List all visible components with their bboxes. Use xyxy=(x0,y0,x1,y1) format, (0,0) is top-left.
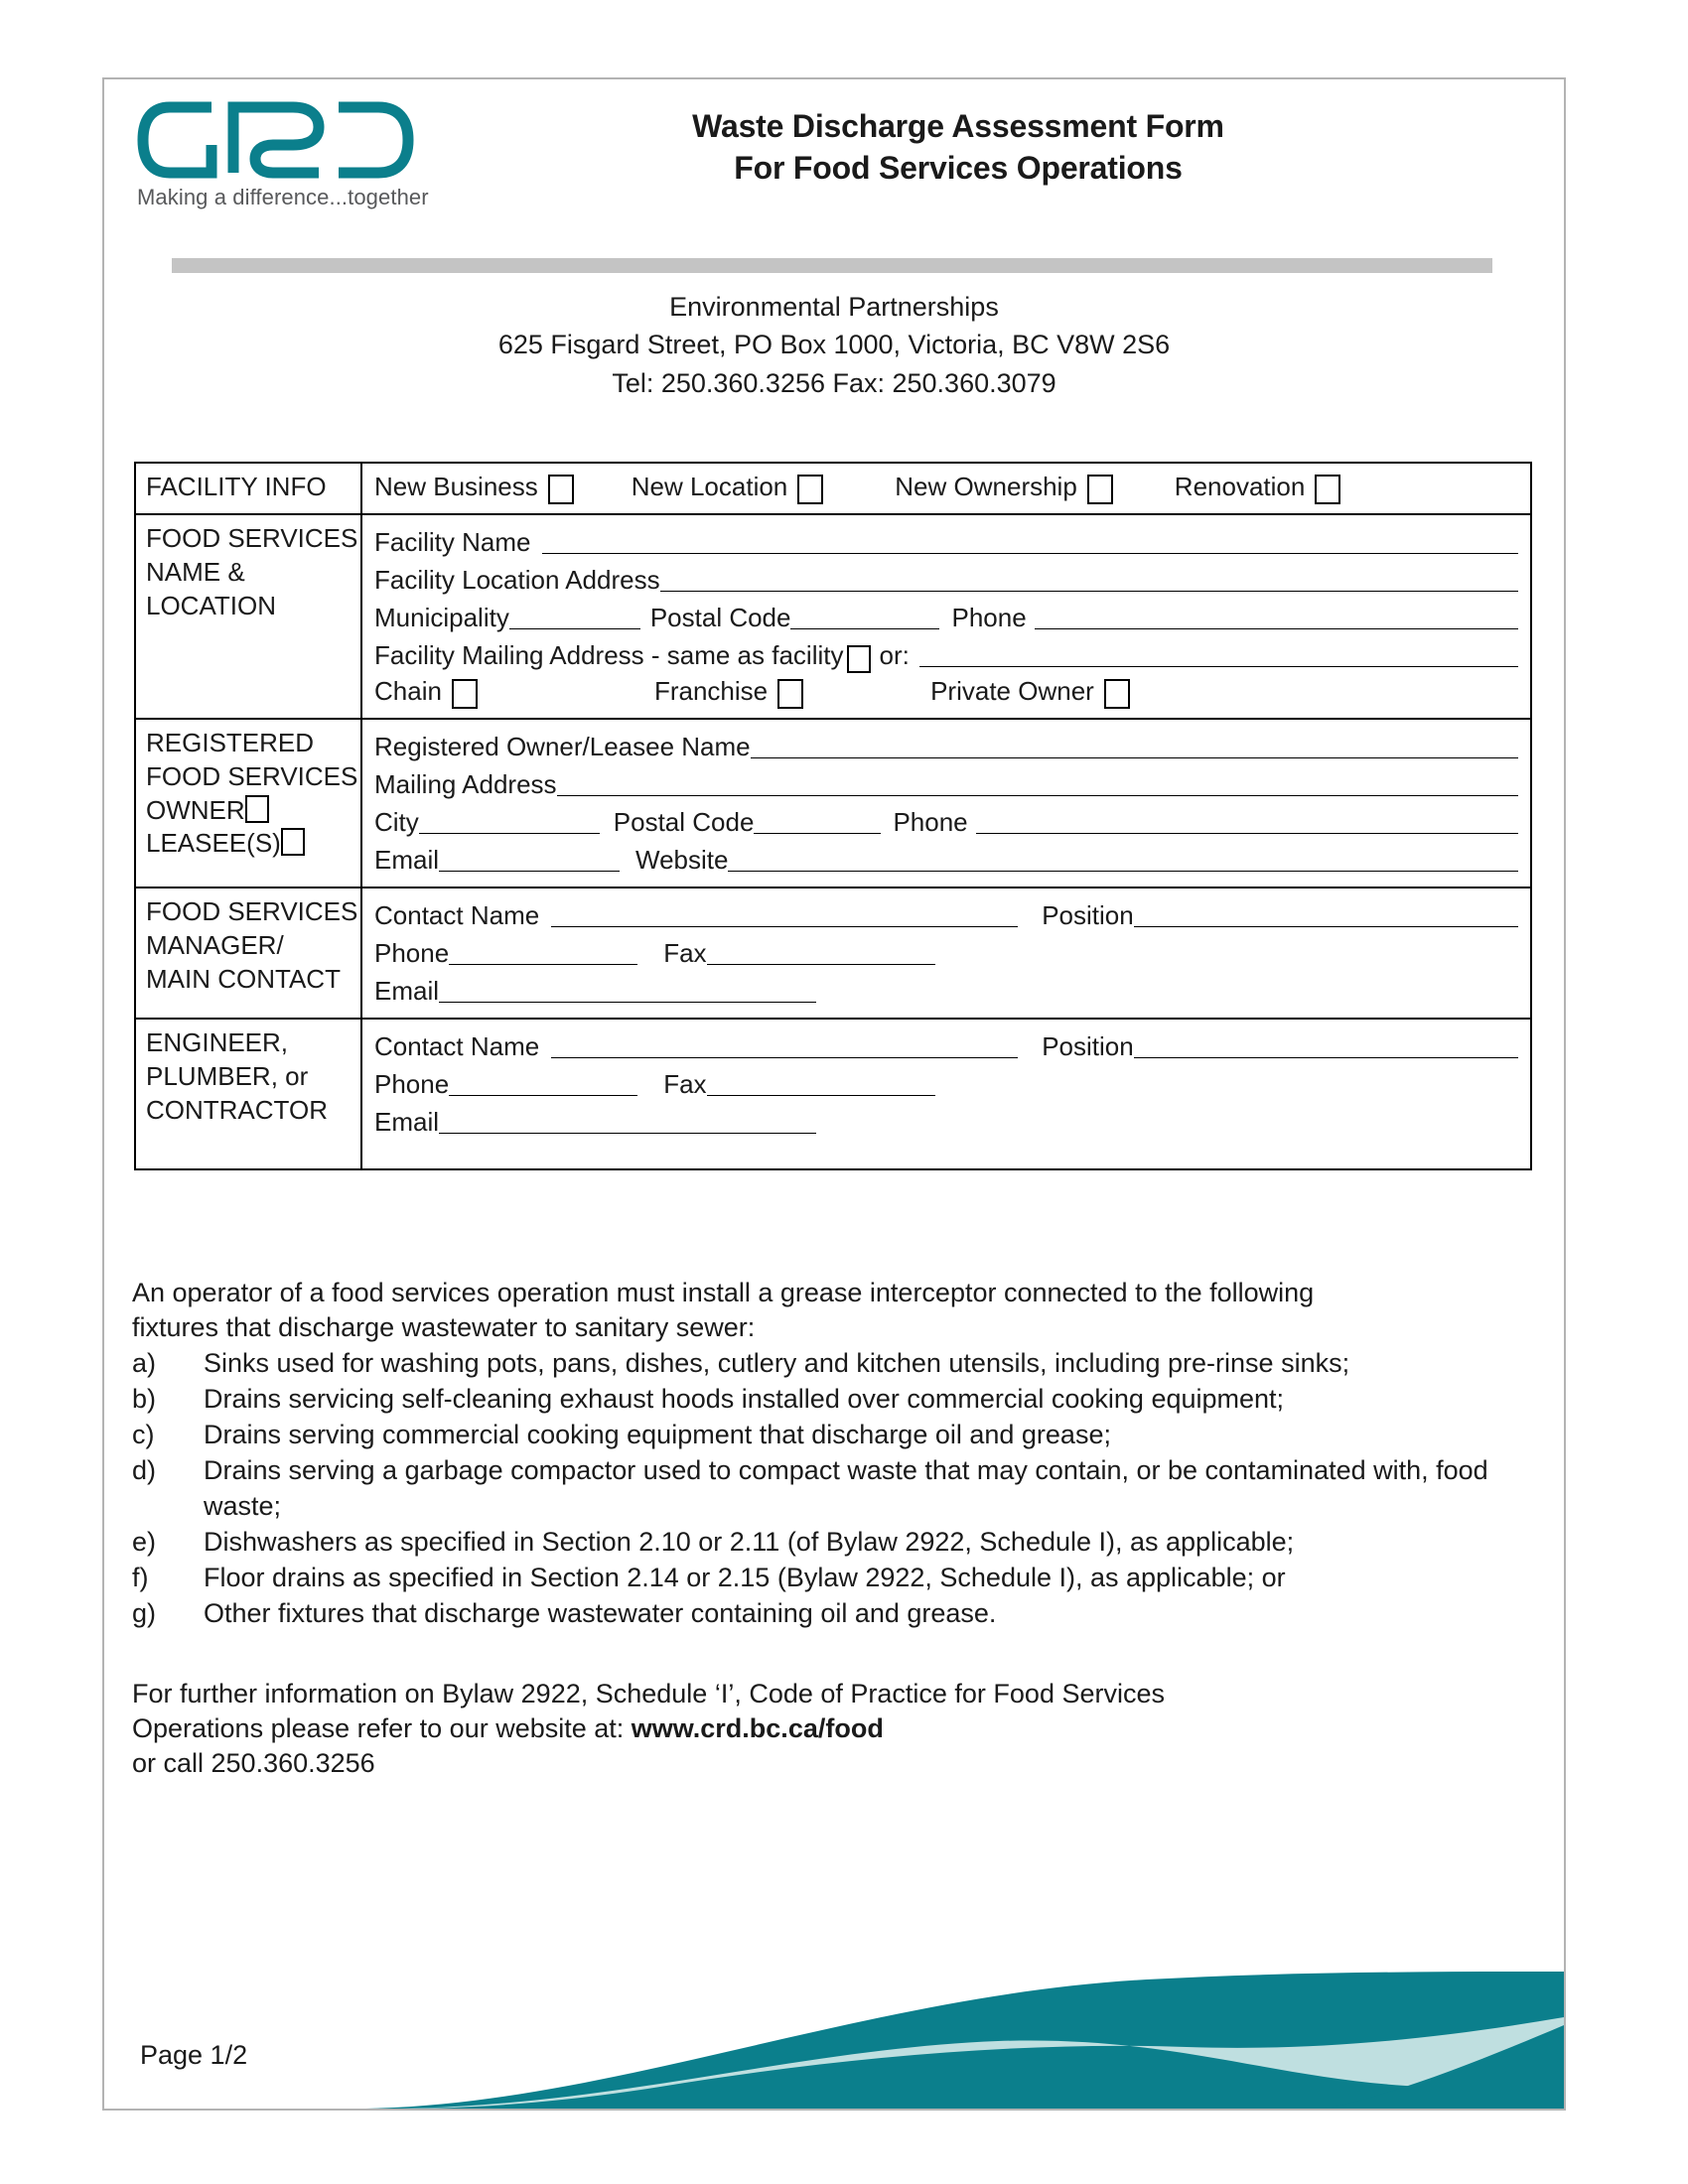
row-registered-owner xyxy=(136,720,1530,888)
manager-phone-input[interactable] xyxy=(449,963,637,965)
footer-wave-graphic xyxy=(104,1910,1564,2109)
list-item xyxy=(132,1382,1522,1417)
name-location-label-line-3: LOCATION xyxy=(146,590,276,620)
facility-location-address-input[interactable] xyxy=(660,590,1518,592)
leasee-checkbox-row xyxy=(146,827,360,861)
engineer-phone-label: Phone xyxy=(374,1069,450,1100)
owner-postal-code-input[interactable] xyxy=(754,832,881,834)
header-divider-bar xyxy=(172,258,1492,273)
document-page xyxy=(102,77,1566,2111)
row-label-engineer xyxy=(136,1020,362,1168)
list-item xyxy=(132,1418,1522,1452)
list-item-marker: g) xyxy=(132,1597,157,1628)
closing-line-3: or call 250.360.3256 xyxy=(132,1748,375,1779)
list-item-text: Sinks used for washing pots, pans, dishes, cutlery and kitchen utensils, including pre-rinse sinks; xyxy=(204,1348,1350,1379)
row-label-name-location xyxy=(136,515,362,718)
closing-line-2-prefix: Operations please refer to our website at: xyxy=(132,1713,632,1744)
manager-position-input[interactable] xyxy=(1134,925,1518,927)
leasee-checkbox[interactable] xyxy=(281,828,305,856)
owner-city-input[interactable] xyxy=(419,832,600,834)
list-item xyxy=(132,1346,1522,1381)
engineer-label-line-1: ENGINEER, xyxy=(146,1027,289,1057)
list-item-marker: f) xyxy=(132,1562,149,1592)
list-item xyxy=(132,1561,1522,1595)
row-name-location xyxy=(136,515,1530,720)
or-label: or: xyxy=(879,640,910,671)
list-item-marker: c) xyxy=(132,1420,155,1450)
engineer-email-input[interactable] xyxy=(439,1132,816,1134)
crd-food-url-link[interactable]: www.crd.bc.ca/food xyxy=(631,1713,884,1744)
row-body-name-location xyxy=(362,515,1530,718)
registered-owner-name-input[interactable] xyxy=(751,756,1518,758)
new-ownership-label: New Ownership xyxy=(895,472,1077,502)
list-item-text: Dishwashers as specified in Section 2.10 or 2.11 (of Bylaw 2922, Schedule I), as applicable; xyxy=(204,1526,1295,1557)
owner-checkbox[interactable] xyxy=(245,795,269,823)
engineer-position-label: Position xyxy=(1042,1031,1134,1062)
municipality-label: Municipality xyxy=(374,603,509,633)
row-body-engineer xyxy=(362,1020,1530,1168)
list-item-text: Drains servicing self-cleaning exhaust hoods installed over commercial cooking equipment; xyxy=(204,1384,1285,1415)
renovation-checkbox[interactable] xyxy=(1315,475,1340,504)
list-item-text: Other fixtures that discharge wastewater containing oil and grease. xyxy=(204,1597,997,1628)
manager-fax-input[interactable] xyxy=(707,963,935,965)
chain-checkbox[interactable] xyxy=(452,679,478,709)
municipality-input[interactable] xyxy=(509,627,640,629)
owner-city-label: City xyxy=(374,807,419,838)
form-title-line-1: Waste Discharge Assessment Form xyxy=(692,108,1224,144)
engineer-contact-name-label: Contact Name xyxy=(374,1031,540,1062)
facility-name-input[interactable] xyxy=(542,552,1518,554)
manager-email-label: Email xyxy=(374,976,440,1007)
facility-location-address-label: Facility Location Address xyxy=(374,565,660,596)
intro-line-2: fixtures that discharge wastewater to sanitary sewer: xyxy=(132,1312,756,1343)
owner-email-input[interactable] xyxy=(439,870,620,872)
requirements-section xyxy=(132,1276,1522,1781)
owner-mailing-address-label: Mailing Address xyxy=(374,769,557,800)
agency-street: 625 Fisgard Street, PO Box 1000, Victoria, BC V8W 2S6 xyxy=(497,330,1171,360)
chain-label: Chain xyxy=(374,676,442,707)
mailing-same-as-facility-checkbox[interactable] xyxy=(847,645,871,673)
manager-contact-name-label: Contact Name xyxy=(374,900,540,931)
manager-phone-label: Phone xyxy=(374,938,450,969)
intro-line-1: An operator of a food services operation must install a grease interceptor connected to the following xyxy=(132,1278,1315,1307)
list-item xyxy=(132,1596,1522,1631)
engineer-fax-label: Fax xyxy=(663,1069,707,1100)
engineer-label-line-2: PLUMBER, or xyxy=(146,1060,309,1091)
owner-phone-input[interactable] xyxy=(976,832,1518,834)
agency-phone-fax: Tel: 250.360.3256 Fax: 250.360.3079 xyxy=(612,367,1056,398)
crd-tagline: Making a difference...together xyxy=(137,185,429,209)
list-item-marker: d) xyxy=(132,1455,157,1486)
franchise-label: Franchise xyxy=(653,676,769,707)
manager-label-line-3: MAIN CONTACT xyxy=(146,963,341,994)
phone-input[interactable] xyxy=(1035,627,1518,629)
registered-owner-label-line-1: REGISTERED xyxy=(146,728,315,757)
row-facility-info xyxy=(136,464,1530,515)
owner-postal-code-label: Postal Code xyxy=(613,807,755,838)
page-header xyxy=(104,79,1564,238)
new-business-label: New Business xyxy=(374,472,538,502)
new-business-checkbox[interactable] xyxy=(548,475,574,504)
owner-mailing-address-input[interactable] xyxy=(557,794,1518,796)
mailing-address-alt-input[interactable] xyxy=(919,665,1518,667)
engineer-position-input[interactable] xyxy=(1134,1056,1518,1058)
name-location-label-line-1: FOOD SERVICES xyxy=(146,523,358,553)
franchise-checkbox[interactable] xyxy=(777,679,803,709)
row-body-registered-owner xyxy=(362,720,1530,887)
crd-logo-icon xyxy=(134,99,432,181)
postal-code-label: Postal Code xyxy=(649,603,791,633)
owner-phone-label: Phone xyxy=(893,807,968,838)
postal-code-input[interactable] xyxy=(790,627,939,629)
row-engineer xyxy=(136,1020,1530,1168)
owner-website-label: Website xyxy=(635,845,729,876)
list-item-text: Drains serving commercial cooking equipment that discharge oil and grease; xyxy=(204,1420,1111,1450)
engineer-email-label: Email xyxy=(374,1107,440,1138)
row-label-facility-info xyxy=(136,464,362,513)
private-owner-label: Private Owner xyxy=(930,676,1094,707)
row-label-registered-owner xyxy=(136,720,362,887)
list-item-marker: a) xyxy=(132,1348,157,1379)
leasee-label: LEASEE(S) xyxy=(146,828,281,859)
manager-email-input[interactable] xyxy=(439,1001,816,1003)
facility-name-label: Facility Name xyxy=(374,527,531,558)
form-title-line-2: For Food Services Operations xyxy=(734,150,1183,187)
form-title xyxy=(462,105,1455,189)
list-item-text: Floor drains as specified in Section 2.14 or 2.15 (Bylaw 2922, Schedule I), as applicable; or xyxy=(204,1562,1286,1592)
new-location-checkbox[interactable] xyxy=(797,475,823,504)
manager-contact-name-input[interactable] xyxy=(551,925,1018,927)
page-number: Page 1/2 xyxy=(140,2040,248,2070)
requirements-list xyxy=(132,1346,1522,1631)
private-owner-checkbox[interactable] xyxy=(1104,679,1130,709)
list-item-marker: e) xyxy=(132,1526,157,1557)
new-ownership-checkbox[interactable] xyxy=(1087,475,1113,504)
closing-line-2 xyxy=(132,1711,1522,1746)
facility-form-table xyxy=(134,462,1532,1170)
row-body-facility-info xyxy=(362,464,1530,513)
list-item-text: Drains serving a garbage compactor used to compact waste that may contain, or be contaminated with, food waste; xyxy=(204,1455,1488,1521)
new-location-label: New Location xyxy=(631,472,788,502)
agency-name: Environmental Partnerships xyxy=(669,292,999,322)
engineer-fax-input[interactable] xyxy=(707,1094,935,1096)
manager-label-line-2: MANAGER/ xyxy=(146,929,284,960)
registered-owner-label-line-2: FOOD SERVICES xyxy=(146,760,358,791)
row-body-manager xyxy=(362,888,1530,1018)
manager-position-label: Position xyxy=(1042,900,1134,931)
engineer-label-line-3: CONTRACTOR xyxy=(146,1094,328,1125)
facility-info-label-text: FACILITY INFO xyxy=(146,472,327,501)
engineer-contact-name-input[interactable] xyxy=(551,1056,1018,1058)
agency-address-block xyxy=(104,288,1564,402)
engineer-phone-input[interactable] xyxy=(449,1094,637,1096)
manager-label-line-1: FOOD SERVICES xyxy=(146,896,358,926)
owner-email-label: Email xyxy=(374,845,440,876)
row-label-manager xyxy=(136,888,362,1018)
crd-logo-block xyxy=(134,99,462,210)
mailing-same-as-facility-label: Facility Mailing Address - same as facility xyxy=(374,640,844,671)
owner-label: OWNER xyxy=(146,794,245,825)
closing-paragraph xyxy=(132,1677,1522,1781)
manager-fax-label: Fax xyxy=(663,938,707,969)
closing-line-1: For further information on Bylaw 2922, Schedule ‘I’, Code of Practice for Food Services xyxy=(132,1678,1166,1708)
list-item xyxy=(132,1453,1522,1523)
phone-label: Phone xyxy=(951,603,1027,633)
list-item-marker: b) xyxy=(132,1384,157,1415)
name-location-label-line-2: NAME & xyxy=(146,556,245,587)
registered-owner-name-label: Registered Owner/Leasee Name xyxy=(374,732,751,762)
owner-website-input[interactable] xyxy=(728,870,1518,872)
list-item xyxy=(132,1525,1522,1560)
row-manager xyxy=(136,888,1530,1020)
renovation-label: Renovation xyxy=(1174,472,1306,502)
owner-checkbox-row xyxy=(146,794,360,828)
